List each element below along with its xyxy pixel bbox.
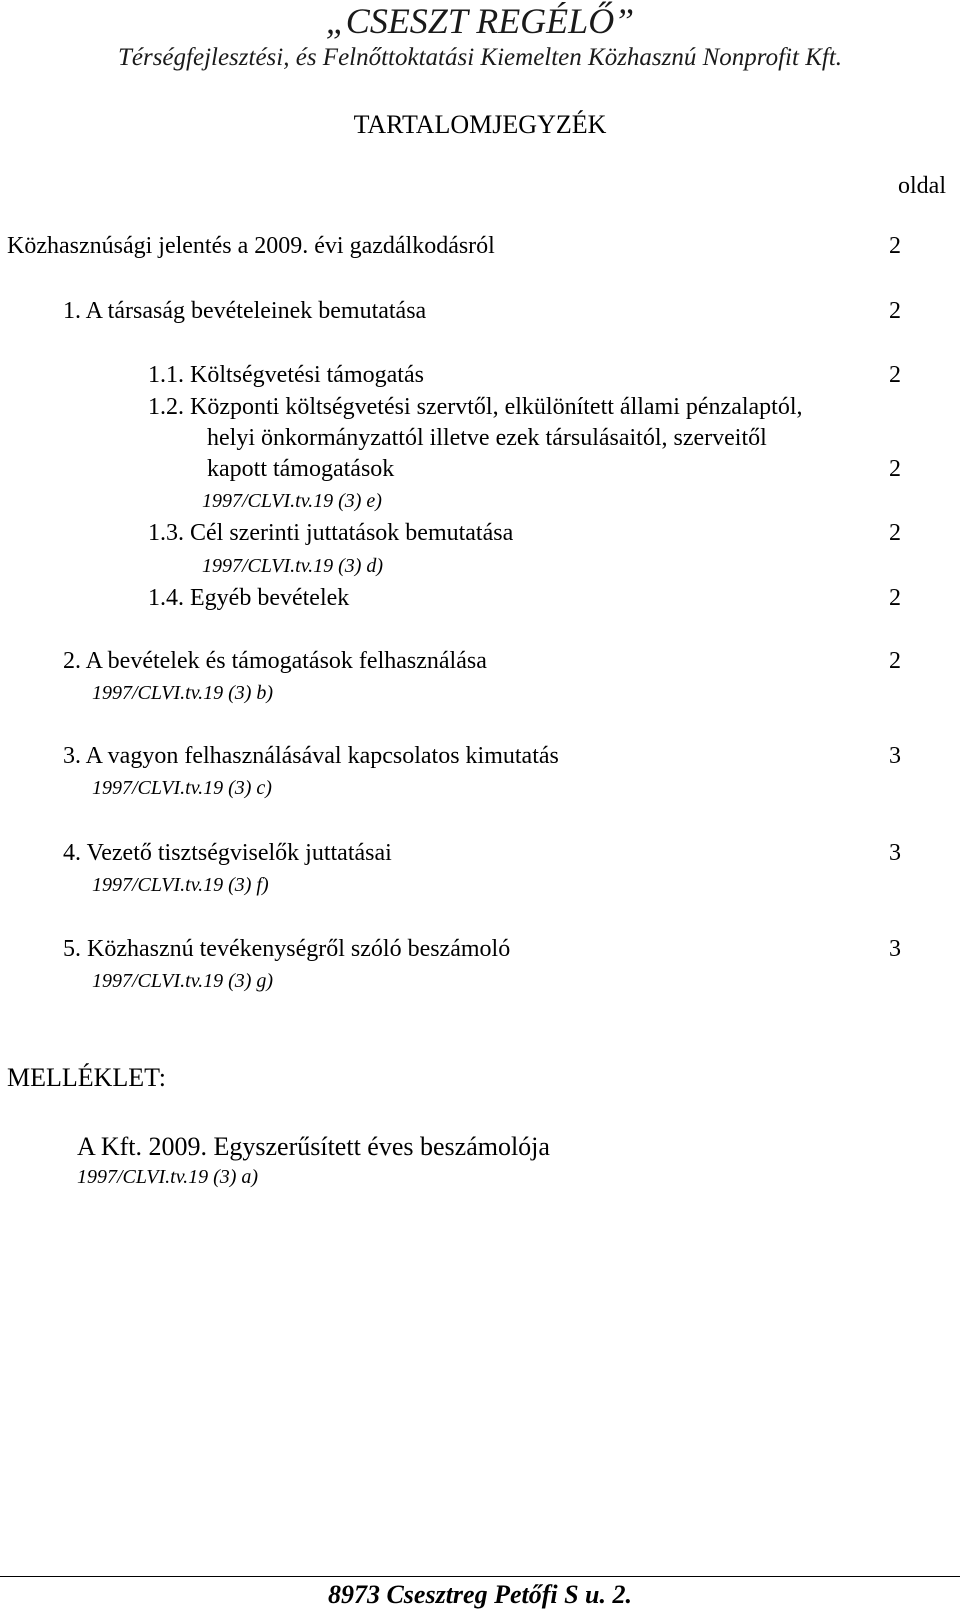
toc-s4-label: 4. Vezető tisztségviselők juttatásai [63, 840, 392, 866]
footer-address: 8973 Csesztreg Petőfi S u. 2. [327, 1580, 633, 1609]
toc-s3-label: 3. A vagyon felhasználásával kapcsolatos kimutatás [63, 743, 559, 769]
toc-s2-page: 2 [889, 648, 901, 674]
attachment-item-law: 1997/CLVI.tv.19 (3) a) [77, 1166, 259, 1188]
toc-s3-law: 1997/CLVI.tv.19 (3) c) [92, 777, 272, 799]
attachments-title: MELLÉKLET: [7, 1063, 166, 1092]
company-subtitle: Térségfejlesztési, és Felnőttoktatási Kiemelten Közhasznú Nonprofit Kft. [117, 44, 843, 71]
toc-s4-law: 1997/CLVI.tv.19 (3) f) [92, 874, 269, 896]
toc-s1-2-line1: 1.2. Központi költségvetési szervtől, elkülönített állami pénzalaptól, [148, 394, 803, 420]
attachment-item-label: A Kft. 2009. Egyszerűsített éves beszámolója [77, 1132, 550, 1161]
toc-s1-2-law: 1997/CLVI.tv.19 (3) e) [202, 490, 382, 512]
toc-s1-1-page: 2 [889, 362, 901, 388]
toc-s1-3-label: 1.3. Cél szerinti juttatások bemutatása [148, 520, 514, 546]
toc-s1-label: 1. A társaság bevételeinek bemutatása [63, 298, 427, 324]
toc-s5-law: 1997/CLVI.tv.19 (3) g) [92, 970, 274, 992]
toc-s1-page: 2 [889, 298, 901, 324]
toc-s1-2-page: 2 [889, 456, 901, 482]
toc-s4-page: 3 [889, 840, 901, 866]
toc-s1-1-label: 1.1. Költségvetési támogatás [148, 362, 424, 388]
toc-s1-2-line2: helyi önkormányzattól illetve ezek társulásaitól, szerveitől [207, 425, 767, 451]
toc-title: TARTALOMJEGYZÉK [353, 110, 607, 139]
toc-s1-4-page: 2 [889, 585, 901, 611]
toc-s1-3-law: 1997/CLVI.tv.19 (3) d) [202, 555, 384, 577]
toc-s1-2-line3: kapott támogatások [207, 456, 395, 482]
page-column-label: oldal [898, 173, 946, 199]
toc-main-label: Közhasznúsági jelentés a 2009. évi gazdálkodásról [7, 233, 495, 259]
toc-s2-law: 1997/CLVI.tv.19 (3) b) [92, 682, 274, 704]
toc-s5-page: 3 [889, 936, 901, 962]
toc-s5-label: 5. Közhasznú tevékenységről szóló beszámoló [63, 936, 511, 962]
toc-main-page: 2 [889, 233, 901, 259]
toc-s3-page: 3 [889, 743, 901, 769]
toc-s1-4-label: 1.4. Egyéb bevételek [148, 585, 350, 611]
toc-s2-label: 2. A bevételek és támogatások felhasználása [63, 648, 487, 674]
company-name: „CSESZT REGÉLŐ” [325, 1, 635, 41]
footer-rule [0, 1576, 960, 1577]
toc-s1-3-page: 2 [889, 520, 901, 546]
